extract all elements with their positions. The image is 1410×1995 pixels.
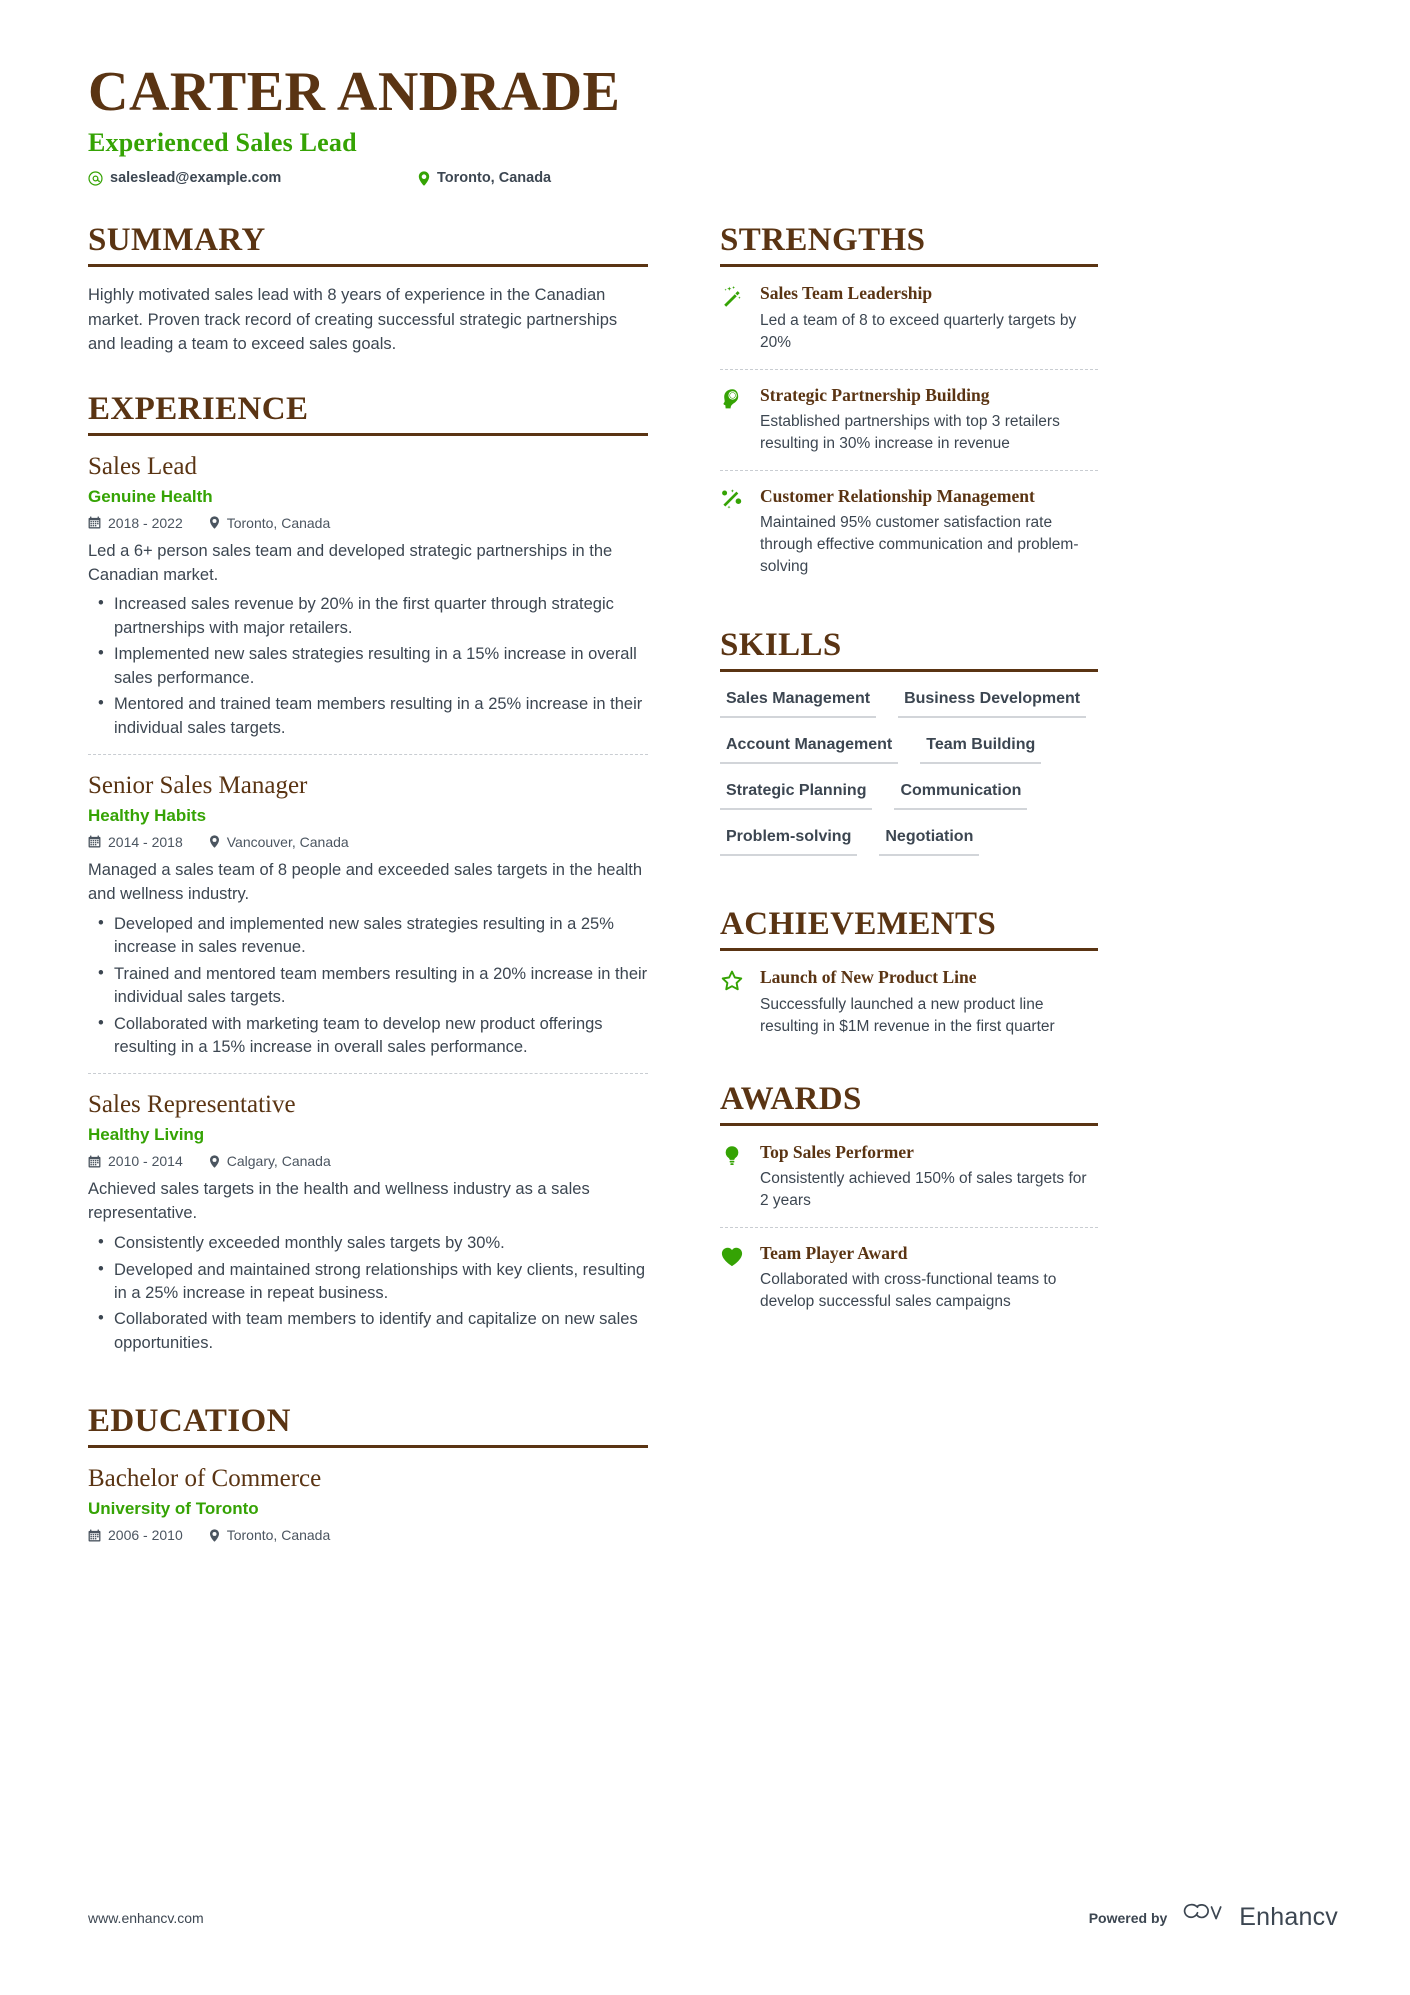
experience-entry [88,1073,648,1369]
strength-description: Established partnerships with top 3 retailers resulting in 30% increase in revenue [760,413,1060,453]
footer-url[interactable]: www.enhancv.com [88,1909,204,1926]
job-role: Senior Sales Manager [88,771,308,799]
job-bullet: • Consistently exceeded monthly sales targets by 30%. [88,1232,648,1255]
resume-header [88,62,1338,186]
contact-email-text: saleslead@example.com [110,170,282,187]
award-body [750,1243,1098,1313]
skill-tag: Business Development [898,688,1086,718]
calendar-icon [88,835,101,848]
skill-tag: Strategic Planning [720,780,872,810]
job-meta [88,1153,648,1169]
education-meta [88,1527,648,1543]
candidate-name: CARTER ANDRADE [88,61,621,123]
job-meta [88,515,648,531]
job-location-text: Toronto, Canada [226,514,331,531]
map-pin-icon [418,171,430,186]
skill-tag: Problem-solving [720,826,857,856]
job-bullets [88,1232,648,1355]
job-location-text: Vancouver, Canada [226,833,349,850]
job-role: Sales Representative [88,1091,296,1119]
map-pin-icon [209,516,220,529]
section-education [88,1403,648,1557]
map-pin-icon [209,1155,220,1168]
section-title-skills: SKILLS [720,627,842,664]
job-dates-text: 2014 - 2018 [108,833,183,850]
calendar-icon [88,516,101,529]
footer-branding [1089,1902,1338,1933]
section-title-achievements: ACHIEVEMENTS [720,906,997,943]
experience-entry [88,754,648,1073]
section-rule [720,1123,1098,1126]
contact-email[interactable] [88,170,418,186]
section-summary [88,222,648,356]
skill-tag: Sales Management [720,688,876,718]
degree-title: Bachelor of Commerce [88,1465,322,1493]
award-body [750,1142,1098,1212]
section-rule [88,264,648,267]
head-profile-icon [720,385,750,455]
job-bullets [88,913,648,1060]
achievement-title: Launch of New Product Line [760,967,977,988]
contact-location-text: Toronto, Canada [437,170,552,187]
job-company: Healthy Habits [88,805,207,825]
strength-item [720,283,1098,368]
job-dates-text: 2010 - 2014 [108,1153,183,1170]
skill-tag: Team Building [920,734,1041,764]
resume-columns [88,222,1338,1591]
skill-tag: Negotiation [879,826,979,856]
job-location-text: Calgary, Canada [226,1153,331,1170]
contact-location [418,170,551,186]
section-achievements [720,906,1098,1052]
magic-wand-icon [720,283,750,353]
job-dates [88,1153,183,1169]
strength-description: Led a team of 8 to exceed quarterly targets by 20% [760,311,1077,351]
job-description: Led a 6+ person sales team and developed strategic partnerships in the Canadian market. [88,541,613,584]
section-title-strengths: STRENGTHS [720,222,926,259]
achievement-body [750,967,1098,1037]
heart-icon [720,1243,750,1313]
job-bullet: • Increased sales revenue by 20% in the first quarter through strategic partnerships with major retailers. [88,593,648,640]
school-name: University of Toronto [88,1499,259,1519]
job-location [209,1153,331,1169]
map-pin-icon [209,1529,220,1542]
job-bullet: • Developed and maintained strong relationships with key clients, resulting in a 25% increase in repeat business. [88,1259,648,1306]
calendar-icon [88,1155,101,1168]
strength-description: Maintained 95% customer satisfaction rate through effective communication and problem-solving [760,514,1079,576]
award-title: Top Sales Performer [760,1141,914,1162]
education-location-text: Toronto, Canada [226,1527,331,1544]
strength-body [750,385,1098,455]
right-column [720,222,1098,1362]
brand-name: Enhancv [1239,1903,1338,1931]
section-title-awards: AWARDS [720,1080,862,1117]
award-description: Consistently achieved 150% of sales targets for 2 years [760,1170,1087,1209]
lightbulb-icon [720,1142,750,1212]
contact-row [88,170,1338,186]
job-description: Achieved sales targets in the health and wellness industry as a sales representative. [88,1180,590,1223]
job-role: Sales Lead [88,452,197,480]
candidate-headline: Experienced Sales Lead [88,128,357,158]
job-bullet: • Collaborated with team members to identify and capitalize on new sales opportunities. [88,1308,648,1355]
job-meta [88,834,648,850]
job-bullet: • Mentored and trained team members resulting in a 25% increase in their individual sales targets. [88,693,648,740]
award-title: Team Player Award [760,1243,908,1263]
strength-title: Strategic Partnership Building [760,384,990,405]
section-awards [720,1081,1098,1329]
section-rule [88,433,648,436]
strength-title: Sales Team Leadership [760,283,933,304]
strength-item [720,470,1098,593]
award-item [720,1142,1098,1227]
section-rule [88,1445,648,1448]
at-icon [88,171,103,186]
achievement-description: Successfully launched a new product line resulting in $1M revenue in the first quarter [760,995,1055,1035]
section-rule [720,948,1098,951]
job-location [209,515,331,531]
skill-tag: Communication [894,780,1027,810]
section-title-summary: SUMMARY [88,222,266,259]
job-bullet: • Trained and mentored team members resulting in a 20% increase in their individual sales targets. [88,963,648,1010]
section-title-education: EDUCATION [88,1403,291,1440]
job-bullet: • Implemented new sales strategies resulting in a 15% increase in overall sales performance. [88,643,648,690]
section-rule [720,669,1098,672]
skill-tag: Account Management [720,734,898,764]
skills-list [720,688,1098,872]
summary-text: Highly motivated sales lead with 8 years of experience in the Canadian market. Proven track record of creating successful strategic partnerships and leading a team to exceed sales goals. [88,286,618,354]
strength-title: Customer Relationship Management [760,486,1035,507]
education-dates [88,1527,183,1543]
strength-item [720,369,1098,470]
education-location [209,1527,331,1543]
section-skills [720,627,1098,872]
strength-body [750,283,1098,353]
calendar-icon [88,1529,101,1542]
section-title-experience: EXPERIENCE [88,390,309,427]
enhancv-logo-icon [1183,1902,1229,1933]
education-entry [88,1464,648,1557]
job-bullet: • Collaborated with marketing team to develop new product offerings resulting in a 15% increase in overall sales performance. [88,1013,648,1060]
percent-growth-icon [720,486,750,578]
award-description: Collaborated with cross-functional teams to develop successful sales campaigns [760,1271,1057,1311]
map-pin-icon [209,835,220,848]
section-experience [88,391,648,1370]
section-rule [720,264,1098,267]
job-dates [88,515,183,531]
education-dates-text: 2006 - 2010 [108,1527,183,1544]
left-column [88,222,648,1591]
job-bullets [88,593,648,740]
job-company: Healthy Living [88,1125,205,1145]
achievement-item [720,967,1098,1052]
experience-entry [88,452,648,754]
award-item [720,1227,1098,1328]
job-dates [88,834,183,850]
job-location [209,834,349,850]
job-description: Managed a sales team of 8 people and exceeded sales targets in the health and wellness industry. [88,860,643,903]
job-bullet: • Developed and implemented new sales strategies resulting in a 25% increase in sales revenue. [88,913,648,960]
job-dates-text: 2018 - 2022 [108,514,183,531]
powered-by-label: Powered by [1088,1909,1168,1926]
job-company: Genuine Health [88,486,213,506]
section-strengths [720,222,1098,593]
strength-body [750,486,1098,578]
star-outline-icon [720,967,750,1037]
page-footer [88,1902,1338,1933]
